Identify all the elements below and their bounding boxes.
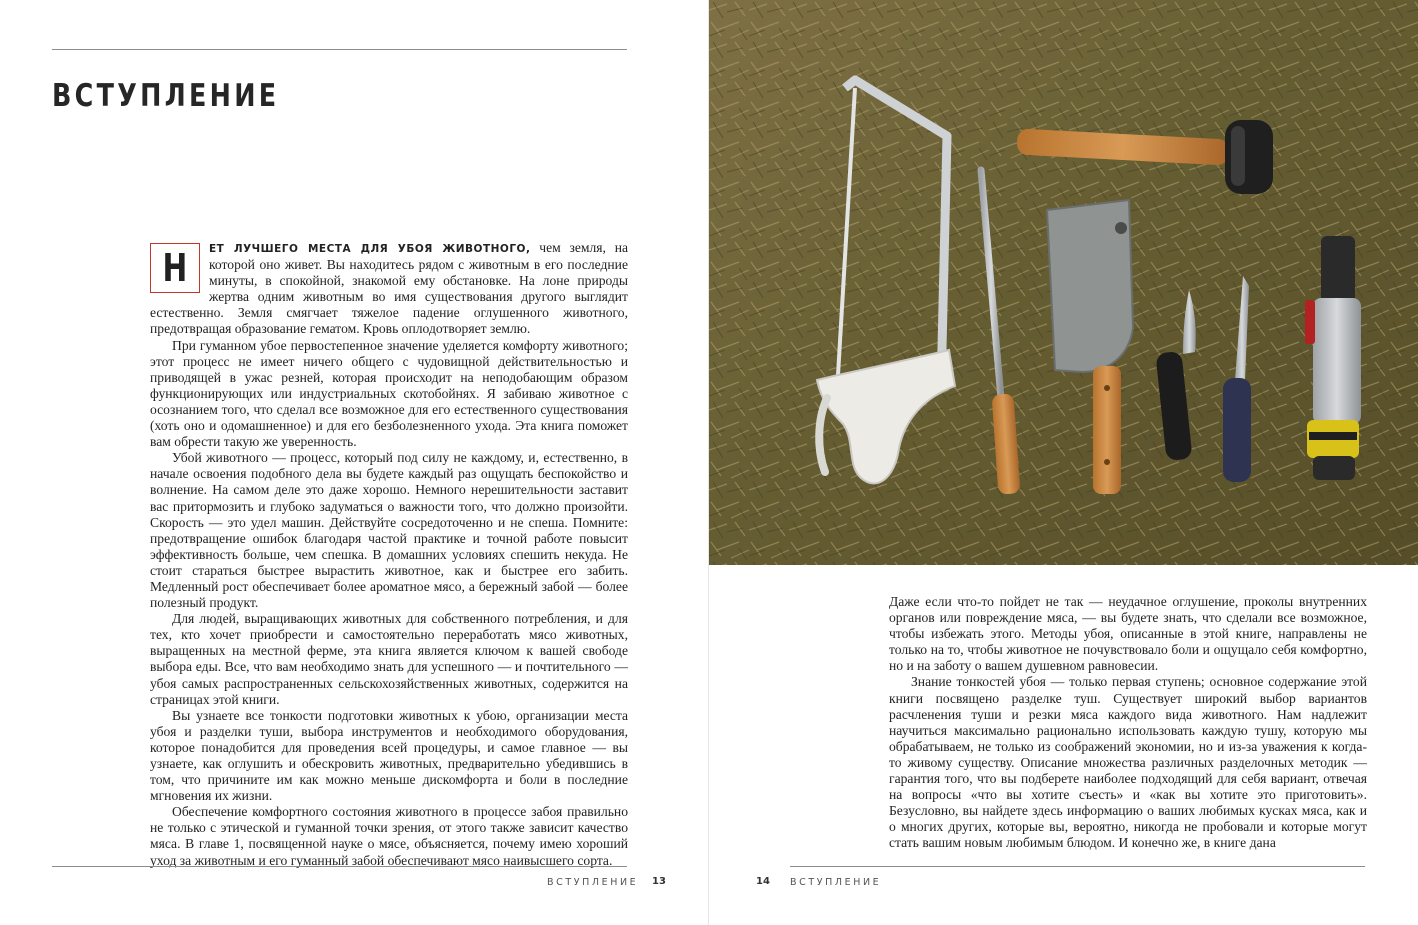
running-footer: ВСТУПЛЕНИЕ	[790, 877, 882, 888]
left-page	[0, 0, 708, 925]
bottom-rule	[790, 866, 1365, 867]
running-footer: ВСТУПЛЕНИЕ	[547, 877, 639, 888]
butchery-tools-photo	[709, 0, 1418, 565]
right-body-text	[889, 594, 1367, 852]
right-page	[709, 0, 1418, 925]
opening-paragraph	[150, 240, 628, 338]
opening-text: чем земля, на которой оно живет. Вы находитесь рядом с животным в его последние минуты, в спокойной, знакомой ему обстановке. На лоне природы жертва одним животным во имя существования другого выглядит естественно. Земля смягчает тяжелое падение оглушенного животного, предотвращая образование гематом. Кровь оплодотворяет землю.	[150, 240, 628, 337]
paragraph: Вы узнаете все тонкости подготовки животных к убою, организации места убоя и разделки туши, выбора инструментов и необходимого оборудования, которое понадобится для проведения всей процедуры, и самое главное — вы узнаете, как оглушить и обескровить животных, предварительно убедившись в том, что причините им как можно меньше дискомфорта и боли в последние мгновения их жизни.	[150, 707, 628, 804]
page-number: 14	[756, 876, 770, 887]
top-rule	[52, 49, 627, 50]
left-body-text	[150, 240, 628, 869]
page-title: ВСТУПЛЕНИЕ	[52, 78, 280, 114]
paragraph: При гуманном убое первостепенное значение уделяется комфорту животного; этот процесс не имеет ничего общего с чудовищной действительностью и приводящей в ужас резней, которая происходит на неподобающим образом функционирующих или индустриальных скотобойнях. Я забиваю животное с осознанием того, что сделал все возможное для его естественного существования (хоть оно и одомашненное) и для его безболезненного ухода. Эта книга поможет вам обрести такую же уверенность.	[150, 337, 628, 450]
paragraph: Даже если что-то пойдет не так — неудачное оглушение, проколы внутренних органов или повреждение мяса, — вы будете знать, что сделали все возможное, чтобы избежать этого. Методы убоя, описанные в этой книге, направлены не только на то, чтобы животное не почувствовало боли и ощущало себя комфортно, но и на заботу о вашем душевном равновесии.	[889, 594, 1367, 674]
bottom-rule	[52, 866, 627, 867]
paragraph: Знание тонкостей убоя — только первая ступень; основное содержание этой книги посвящено разделке туш. Существует широкий выбор вариантов расчленения туши и резки мяса каждого вида животного. Нам надлежит научиться максимально рационально использовать каждую тушу, которую мы обрабатываем, не только из соображений экономии, но и из-за уважения к когда-то живому существу. Описание множества различных разделочных методик — гарантия того, что вы подберете наиболее подходящий для себя вариант, отвечая на вопросы «что вы хотите съесть» и «как вы хотите это приготовить». Безусловно, вы найдете здесь информацию о ваших любимых кусках мяса, как и о многих других, которые вы, вероятно, никогда не пробовали и которые могут стать вашим новым любимым блюдом. И конечно же, в книге дана	[889, 674, 1367, 851]
paragraph: Для людей, выращивающих животных для собственного потребления, и для тех, кто хочет приобрести и самостоятельно переработать мясо животных, выращенных на местной ферме, эта книга является ключом к вашей свободе выбора еды. Все, что вам необходимо знать для успешного — и почтительного — убоя самых распространенных сельскохозяйственных животных, содержится на страницах этой книги.	[150, 611, 628, 707]
page-number: 13	[652, 876, 666, 887]
paragraph: Убой животного — процесс, который под силу не каждому, и, естественно, в начале освоения подобного дела вы будете каждый раз ощущать беспокойство и волнение. На самом деле это даже хорошо. Немного нерешительности заставит вас притормозить и глубоко задуматься о важности того, что должно произойти. Скорость — это удел машин. Действуйте сосредоточенно и не спеша. Помните: предотвращение ошибок благодаря частой практике и точной работе повысит эффективность больше, чем спешка. В домашних условиях спешить некуда. Не стоит стараться быстрее вырастить животное, как и быстрее его забить. Медленный рост обеспечивает более ароматное мясо, а бережный забой — более полезный продукт.	[150, 450, 628, 611]
paragraph: Обеспечение комфортного состояния животного в процессе забоя правильно не только с этической и гуманной точки зрения, от этого также зависит качество мяса. В главе 1, посвященной науке о мясе, объясняется, почему имею хороший уход за животным и его гуманный забой обеспечивают мясо наивысшего сорта.	[150, 804, 628, 868]
dropcap: Н	[150, 243, 200, 293]
lead-in: ЕТ ЛУЧШЕГО МЕСТА ДЛЯ УБОЯ ЖИВОТНОГО,	[209, 243, 531, 255]
